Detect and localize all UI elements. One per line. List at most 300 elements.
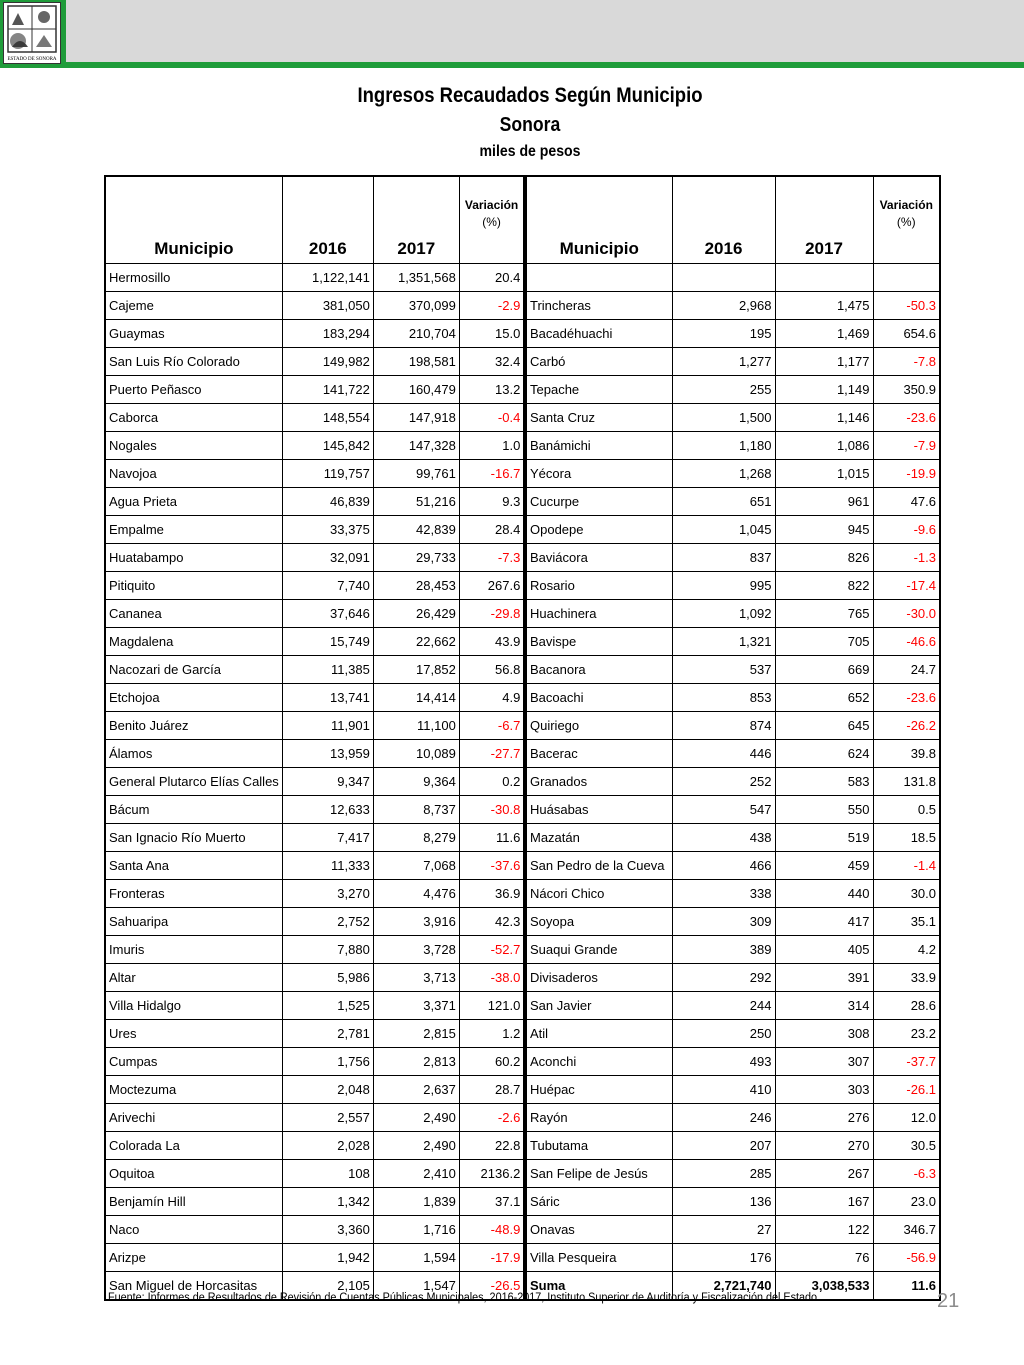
column-header-variacion [459,176,524,264]
cell-municipio: Rosario [526,572,672,600]
table-row [105,432,524,460]
cell-variacion: 33.9 [873,964,940,992]
cell-variacion: 12.0 [873,1104,940,1132]
cell-variacion: 18.5 [873,824,940,852]
table-row [105,1020,524,1048]
cell-2017: 147,328 [373,432,459,460]
table-row [526,880,940,908]
cell-2016: 493 [672,1048,775,1076]
cell-2017: 210,704 [373,320,459,348]
cell-2017: 3,371 [373,992,459,1020]
cell-2017: 961 [775,488,873,516]
cell-municipio: Baviácora [526,544,672,572]
cell-variacion: 60.2 [459,1048,524,1076]
cell-2016: 148,554 [282,404,373,432]
cell-variacion: 9.3 [459,488,524,516]
table-row [105,376,524,404]
table-row [105,600,524,628]
cell-variacion: -29.8 [459,600,524,628]
cell-2016: 1,045 [672,516,775,544]
cell-2017: 1,547 [373,1272,459,1301]
cell-2017: 22,662 [373,628,459,656]
cell-municipio: Huatabampo [105,544,282,572]
cell-2017: 705 [775,628,873,656]
cell-2017: 391 [775,964,873,992]
cell-2017: 1,594 [373,1244,459,1272]
cell-2016: 1,268 [672,460,775,488]
cell-municipio: Tubutama [526,1132,672,1160]
cell-2017: 583 [775,768,873,796]
cell-variacion: -9.6 [873,516,940,544]
cell-municipio: Villa Pesqueira [526,1244,672,1272]
cell-2016: 995 [672,572,775,600]
svg-text:ESTADO DE SONORA: ESTADO DE SONORA [7,57,57,62]
cell-2016: 13,959 [282,740,373,768]
table-row [526,432,940,460]
table-row [105,964,524,992]
cell-municipio: Oquitoa [105,1160,282,1188]
cell-2016: 13,741 [282,684,373,712]
cell-2016: 837 [672,544,775,572]
cell-2016: 2,968 [672,292,775,320]
cell-municipio: Huachinera [526,600,672,628]
cell-municipio: San Luis Río Colorado [105,348,282,376]
cell-2016: 1,342 [282,1188,373,1216]
cell-municipio: Bácum [105,796,282,824]
cell-variacion: -23.6 [873,404,940,432]
cell-municipio: Quiriego [526,712,672,740]
cell-variacion: 37.1 [459,1188,524,1216]
cell-municipio: Guaymas [105,320,282,348]
cell-municipio: Pitiquito [105,572,282,600]
cell-variacion: -50.3 [873,292,940,320]
table-row [526,572,940,600]
table-row [105,628,524,656]
cell-2016: 12,633 [282,796,373,824]
cell-municipio: Santa Ana [105,852,282,880]
table-row [105,348,524,376]
cell-2017: 652 [775,684,873,712]
cell-variacion: 32.4 [459,348,524,376]
cell-municipio: Trincheras [526,292,672,320]
cell-2016: 183,294 [282,320,373,348]
cell-variacion: -26.1 [873,1076,940,1104]
cell-2016 [672,264,775,292]
column-header-2016: 2016 [672,176,775,264]
cell-2017: 2,490 [373,1104,459,1132]
cell-municipio: Moctezuma [105,1076,282,1104]
pct-label: (%) [482,215,501,229]
cell-variacion: 131.8 [873,768,940,796]
cell-2017: 147,918 [373,404,459,432]
cell-variacion: -1.3 [873,544,940,572]
cell-variacion: 43.9 [459,628,524,656]
cell-variacion: -48.9 [459,1216,524,1244]
table-row [526,684,940,712]
cell-variacion: -38.0 [459,964,524,992]
cell-variacion: 36.9 [459,880,524,908]
header-bar [0,0,1024,66]
cell-variacion: 0.2 [459,768,524,796]
table-row [526,1104,940,1132]
cell-municipio: Huásabas [526,796,672,824]
cell-2016: 27 [672,1216,775,1244]
cell-2016: 1,277 [672,348,775,376]
cell-2016: 1,525 [282,992,373,1020]
table-row [105,824,524,852]
sonora-state-seal-icon [3,2,61,64]
cell-municipio: Bacadéhuachi [526,320,672,348]
cell-variacion: -0.4 [459,404,524,432]
cell-2016: 244 [672,992,775,1020]
cell-variacion: 23.2 [873,1020,940,1048]
cell-municipio: Rayón [526,1104,672,1132]
table-row [105,460,524,488]
cell-2016: 7,880 [282,936,373,964]
table-header-row [526,176,940,264]
cell-variacion: 267.6 [459,572,524,600]
cell-2016: 309 [672,908,775,936]
cell-2016: 145,842 [282,432,373,460]
cell-municipio: Colorada La [105,1132,282,1160]
cell-2016: 207 [672,1132,775,1160]
cell-municipio: Carbó [526,348,672,376]
cell-variacion: 350.9 [873,376,940,404]
cell-2017: 270 [775,1132,873,1160]
cell-2016: 285 [672,1160,775,1188]
cell-2017: 308 [775,1020,873,1048]
table-row [526,656,940,684]
cell-municipio: Mazatán [526,824,672,852]
cell-2017: 1,351,568 [373,264,459,292]
page-title: Ingresos Recaudados Según Municipio [357,84,703,107]
header-accent-line [0,62,1024,68]
cell-2017: 459 [775,852,873,880]
cell-municipio: Nácori Chico [526,880,672,908]
cell-variacion: -52.7 [459,936,524,964]
cell-municipio: Sáric [526,1188,672,1216]
cell-2017: 550 [775,796,873,824]
cell-variacion: 30.0 [873,880,940,908]
cell-2017: 2,813 [373,1048,459,1076]
cell-variacion: 654.6 [873,320,940,348]
table-row [526,992,940,1020]
cell-municipio: Naco [105,1216,282,1244]
cell-municipio: Opodepe [526,516,672,544]
cell-2017: 3,713 [373,964,459,992]
table-row [105,1076,524,1104]
table-row [105,544,524,572]
cell-2016: 5,986 [282,964,373,992]
column-header-2017: 2017 [373,176,459,264]
table-row [105,516,524,544]
table-row [526,1020,940,1048]
cell-variacion: -16.7 [459,460,524,488]
cell-2017 [775,264,873,292]
table-row [526,1048,940,1076]
table-row [526,376,940,404]
table-row [526,712,940,740]
cell-2016: 292 [672,964,775,992]
cell-municipio: Nogales [105,432,282,460]
table-row [526,768,940,796]
cell-municipio: Divisaderos [526,964,672,992]
cell-variacion: -7.3 [459,544,524,572]
cell-2017: 267 [775,1160,873,1188]
cell-variacion: -17.4 [873,572,940,600]
cell-2016: 874 [672,712,775,740]
cell-variacion: -30.0 [873,600,940,628]
table-row [526,1132,940,1160]
table-row [105,1132,524,1160]
table-row [526,1216,940,1244]
cell-2016: 2,105 [282,1272,373,1301]
table-row [526,964,940,992]
table-row [526,1188,940,1216]
table-row [105,264,524,292]
cell-2017: 160,479 [373,376,459,404]
cell-municipio: Tepache [526,376,672,404]
table-row [105,992,524,1020]
cell-variacion: 2136.2 [459,1160,524,1188]
column-header-2016: 2016 [282,176,373,264]
cell-variacion: -37.7 [873,1048,940,1076]
cell-municipio: General Plutarco Elías Calles [105,768,282,796]
right-income-table [525,175,941,1301]
cell-2017: 167 [775,1188,873,1216]
cell-2017: 624 [775,740,873,768]
table-row [526,516,940,544]
cell-2016: 446 [672,740,775,768]
table-row [526,936,940,964]
column-header-variacion [873,176,940,264]
cell-2017: 2,815 [373,1020,459,1048]
cell-variacion: 28.7 [459,1076,524,1104]
cell-municipio: Fronteras [105,880,282,908]
cell-2017: 10,089 [373,740,459,768]
table-row [105,768,524,796]
cell-municipio: Bacanora [526,656,672,684]
cell-2017: 1,146 [775,404,873,432]
cell-variacion: 20.4 [459,264,524,292]
cell-2016: 438 [672,824,775,852]
cell-variacion: -19.9 [873,460,940,488]
cell-2017: 417 [775,908,873,936]
cell-variacion: 4.9 [459,684,524,712]
cell-municipio: Empalme [105,516,282,544]
table-row [526,1076,940,1104]
cell-municipio: Suma [526,1272,672,1301]
cell-2017: 945 [775,516,873,544]
cell-municipio: Álamos [105,740,282,768]
cell-municipio: Bavispe [526,628,672,656]
cell-2017: 1,177 [775,348,873,376]
table-row [105,1104,524,1132]
cell-variacion: -30.8 [459,796,524,824]
table-row [526,264,940,292]
cell-variacion: 1.2 [459,1020,524,1048]
page-subtitle: Sonora [499,114,561,136]
cell-2016: 1,092 [672,600,775,628]
units-label: miles de pesos [479,143,581,160]
cell-2016: 651 [672,488,775,516]
table-row [105,908,524,936]
cell-2016: 7,417 [282,824,373,852]
cell-2017: 303 [775,1076,873,1104]
variacion-label: Variación [879,198,933,212]
cell-2017: 2,637 [373,1076,459,1104]
cell-variacion: -6.3 [873,1160,940,1188]
cell-2017: 2,410 [373,1160,459,1188]
cell-2016: 11,385 [282,656,373,684]
cell-municipio: Agua Prieta [105,488,282,516]
cell-municipio: Navojoa [105,460,282,488]
cell-variacion: 28.4 [459,516,524,544]
cell-2016: 466 [672,852,775,880]
cell-variacion: -2.9 [459,292,524,320]
cell-2016: 381,050 [282,292,373,320]
title-block [0,82,1024,164]
cell-2016: 15,749 [282,628,373,656]
table-row [105,1216,524,1244]
cell-municipio: Arizpe [105,1244,282,1272]
cell-variacion: -1.4 [873,852,940,880]
table-header-row [105,176,524,264]
cell-2016: 1,122,141 [282,264,373,292]
table-row [526,292,940,320]
table-row [105,852,524,880]
cell-municipio: Sahuaripa [105,908,282,936]
cell-2017: 1,469 [775,320,873,348]
cell-variacion: 47.6 [873,488,940,516]
cell-2016: 338 [672,880,775,908]
cell-2017: 198,581 [373,348,459,376]
table-row [105,292,524,320]
table-row [526,908,940,936]
table-row [526,600,940,628]
cell-variacion: 121.0 [459,992,524,1020]
cell-municipio: Cucurpe [526,488,672,516]
table-row [526,404,940,432]
cell-2016: 11,333 [282,852,373,880]
cell-2016: 195 [672,320,775,348]
cell-variacion: -56.9 [873,1244,940,1272]
cell-municipio: Yécora [526,460,672,488]
cell-municipio: Cumpas [105,1048,282,1076]
cell-2017: 822 [775,572,873,600]
cell-variacion: 56.8 [459,656,524,684]
cell-municipio: Arivechi [105,1104,282,1132]
cell-2017: 307 [775,1048,873,1076]
table-row [105,1048,524,1076]
cell-municipio: Magdalena [105,628,282,656]
cell-municipio: Caborca [105,404,282,432]
cell-2017: 1,149 [775,376,873,404]
cell-2016: 136 [672,1188,775,1216]
cell-2017: 51,216 [373,488,459,516]
cell-variacion: 0.5 [873,796,940,824]
table-row [105,488,524,516]
cell-municipio: Cajeme [105,292,282,320]
cell-municipio: Aconchi [526,1048,672,1076]
cell-2017: 29,733 [373,544,459,572]
page-number: 21 [937,1290,960,1312]
cell-variacion: 23.0 [873,1188,940,1216]
cell-2016: 46,839 [282,488,373,516]
cell-2017: 7,068 [373,852,459,880]
cell-2016: 537 [672,656,775,684]
cell-variacion: 30.5 [873,1132,940,1160]
cell-2017: 26,429 [373,600,459,628]
cell-municipio: Bacoachi [526,684,672,712]
cell-municipio: Benito Juárez [105,712,282,740]
cell-municipio: Benjamín Hill [105,1188,282,1216]
table-row [526,628,940,656]
table-row [105,656,524,684]
source-note: Fuente: Informes de Resultados de Revisión de Cuentas Públicas Municipales, 2016-2017, Instituto Superior de Auditoría y Fiscalización del Estado. [108,1292,821,1304]
cell-municipio: Onavas [526,1216,672,1244]
cell-2017: 3,038,533 [775,1272,873,1301]
cell-variacion: 13.2 [459,376,524,404]
cell-2017: 28,453 [373,572,459,600]
cell-variacion: 11.6 [459,824,524,852]
table-row [105,320,524,348]
pct-label: (%) [896,215,916,229]
cell-municipio: Atil [526,1020,672,1048]
cell-2016: 2,028 [282,1132,373,1160]
table-row [526,544,940,572]
cell-variacion: 22.8 [459,1132,524,1160]
cell-2017: 2,490 [373,1132,459,1160]
cell-2017: 1,086 [775,432,873,460]
cell-variacion: -23.6 [873,684,940,712]
cell-municipio: Santa Cruz [526,404,672,432]
cell-2017: 122 [775,1216,873,1244]
cell-2016: 149,982 [282,348,373,376]
cell-2017: 3,728 [373,936,459,964]
cell-2017: 14,414 [373,684,459,712]
cell-2016: 1,942 [282,1244,373,1272]
cell-2017: 645 [775,712,873,740]
cell-variacion: 39.8 [873,740,940,768]
cell-2016: 7,740 [282,572,373,600]
logo-frame [0,0,66,66]
cell-2016: 108 [282,1160,373,1188]
cell-variacion [873,264,940,292]
cell-2017: 4,476 [373,880,459,908]
cell-municipio: Altar [105,964,282,992]
cell-2016: 2,557 [282,1104,373,1132]
column-header-municipio: Municipio [526,176,672,264]
cell-municipio: San Ignacio Río Muerto [105,824,282,852]
cell-2017: 826 [775,544,873,572]
column-header-municipio: Municipio [105,176,282,264]
table-row [105,1244,524,1272]
cell-2017: 76 [775,1244,873,1272]
cell-2017: 3,916 [373,908,459,936]
cell-2016: 250 [672,1020,775,1048]
cell-variacion: 28.6 [873,992,940,1020]
cell-variacion: -7.9 [873,432,940,460]
cell-municipio: Suaqui Grande [526,936,672,964]
cell-2017: 370,099 [373,292,459,320]
cell-municipio: Huépac [526,1076,672,1104]
cell-2016: 1,321 [672,628,775,656]
cell-2016: 2,752 [282,908,373,936]
cell-municipio [526,264,672,292]
cell-2016: 1,500 [672,404,775,432]
table-row [105,712,524,740]
